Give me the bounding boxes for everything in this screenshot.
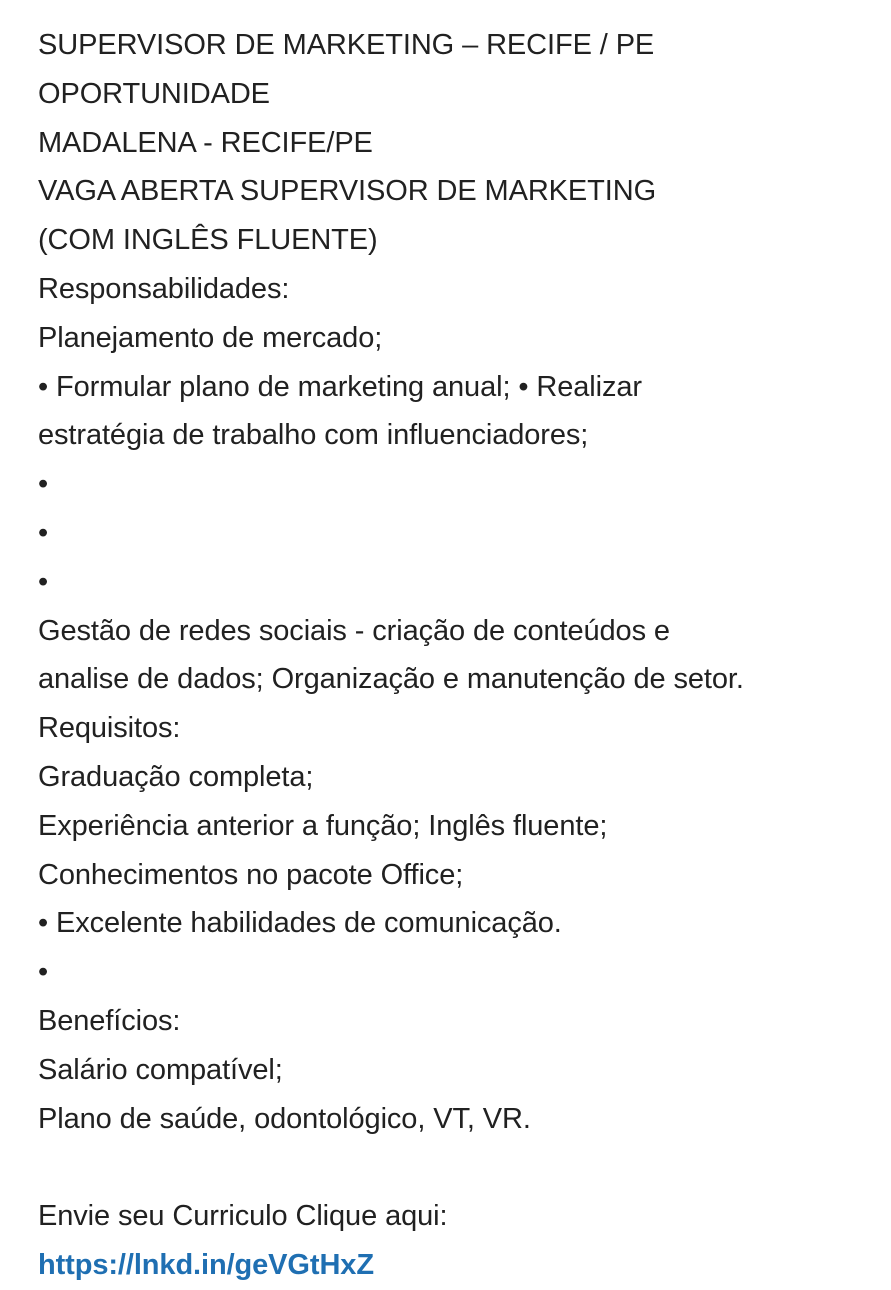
resume-link[interactable]: https://lnkd.in/geVGtHxZ — [38, 1248, 374, 1281]
apply-instruction: Envie seu Curriculo Clique aqui: — [38, 1200, 448, 1233]
blank-line — [38, 1143, 878, 1192]
post-line-vacancy: VAGA ABERTA SUPERVISOR DE MARKETING — [38, 175, 657, 208]
post-line: • Formular plano de marketing anual; • Realizar — [38, 370, 642, 403]
post-line: Salário compatível; — [38, 1053, 283, 1086]
job-post-message — [38, 21, 878, 1290]
post-line: Gestão de redes sociais - criação de conteúdos e — [38, 614, 670, 647]
bullet-marker: • — [38, 956, 49, 989]
post-line: • Excelente habilidades de comunicação. — [38, 907, 562, 940]
bullet-marker: • — [38, 516, 49, 549]
post-line: Graduação completa; — [38, 760, 314, 793]
post-title: SUPERVISOR DE MARKETING – RECIFE / PE — [38, 29, 655, 61]
bullet-marker: • — [38, 565, 49, 598]
post-line: Planejamento de mercado; — [38, 321, 383, 354]
bullet-marker: • — [38, 468, 49, 501]
post-line: estratégia de trabalho com influenciadores; — [38, 419, 589, 452]
post-line-opportunity: OPORTUNIDADE — [38, 77, 270, 110]
section-heading-responsibilities: Responsabilidades: — [38, 272, 290, 305]
post-line: analise de dados; Organização e manutenção de setor. — [38, 663, 744, 696]
post-line: Experiência anterior a função; Inglês fluente; — [38, 809, 608, 842]
section-heading-requirements: Requisitos: — [38, 712, 181, 745]
post-line-english-requirement: (COM INGLÊS FLUENTE) — [38, 224, 378, 257]
section-heading-benefits: Benefícios: — [38, 1004, 181, 1037]
post-line: Plano de saúde, odontológico, VT, VR. — [38, 1102, 531, 1135]
post-line-location: MADALENA - RECIFE/PE — [38, 126, 373, 159]
post-line: Conhecimentos no pacote Office; — [38, 858, 464, 891]
